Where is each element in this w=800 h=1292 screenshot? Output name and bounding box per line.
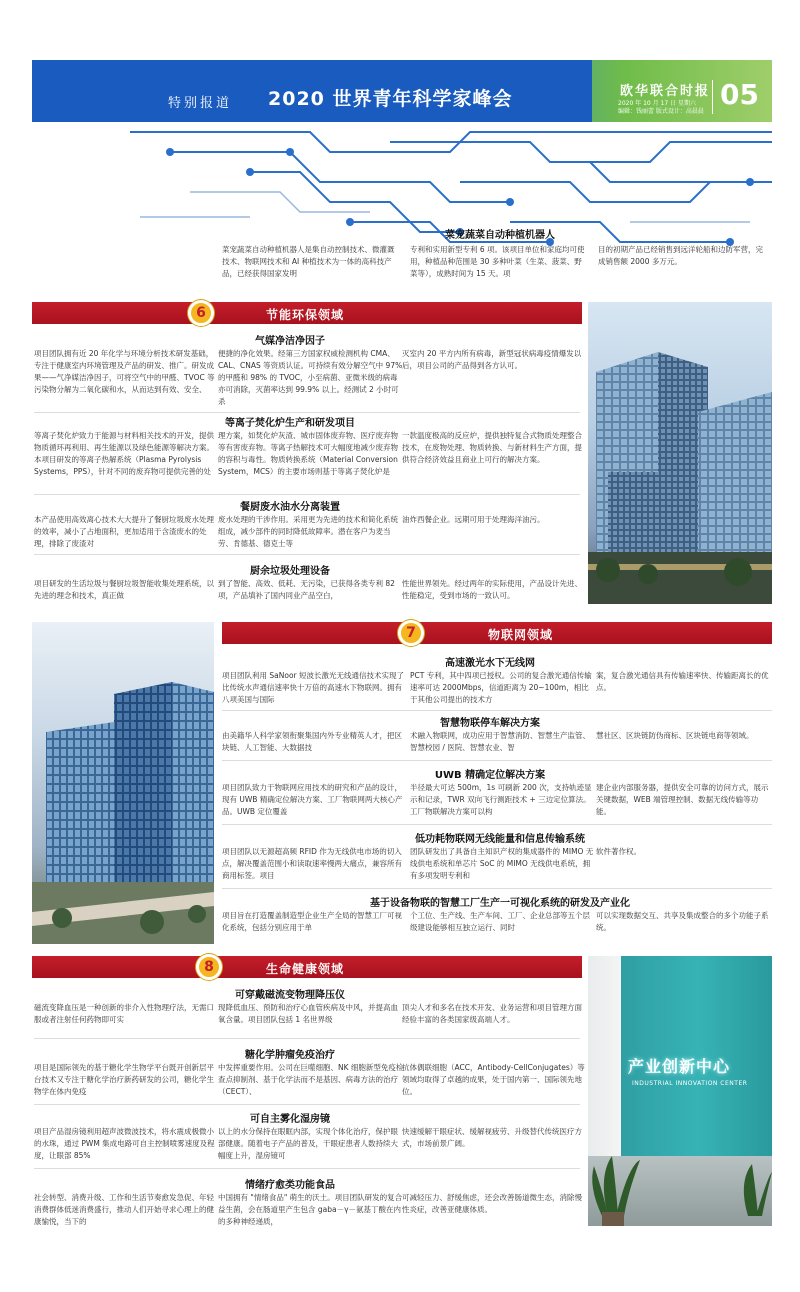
section-7-title: 物联网领域 — [488, 628, 554, 642]
item-col-2: 个工位、生产线、生产车间、工厂、企业总部等五个层级建设能够相互独立运行、同时 — [410, 911, 590, 932]
center-sign-en: INDUSTRIAL INNOVATION CENTER — [632, 1080, 748, 1087]
intro-col-1: 菜宠蔬菜自动种植机器人是集自动控制技术、微灌溉技术、物联网技术和 AI 种植技术为一体的高科技产品，已经获得国家发明 — [222, 245, 395, 278]
item-col-1: 由美籍华人科学家领衔聚集国内外专业精英人才，把区块链、人工智能、大数据技 — [222, 731, 402, 752]
header-separator — [712, 80, 713, 114]
intro-title: 菜宠蔬菜自动种植机器人 — [445, 230, 555, 241]
divider — [34, 1104, 580, 1105]
section-7-badge: 7 — [398, 620, 424, 646]
item-col-2: 中国拥有 "情绪食品" 萌生的沃土。项目团队研发的复合益生菌，会在肠道里产生包含 gaba－γ－氨基丁酸在内的多种神经递质， — [218, 1193, 403, 1226]
issue-date: 2020 年 10 月 17 日 星期六 — [618, 100, 696, 107]
section-label: 特别报道 — [168, 96, 233, 111]
divider — [34, 1168, 580, 1169]
item-col-3: 灭室内 20 平方内所有病毒，新型冠状病毒疫情爆发以后，项目公司的产品得到各方认可。 — [402, 349, 582, 370]
divider — [222, 760, 772, 761]
item-col-1: 社会转型、消费升级、工作和生活节奏愈发急促、年轻消费群体低迷消费盛行，推动人们开始寻求心理上的健康愉悦，当下的 — [34, 1193, 214, 1226]
item-col-1: 项目团队利用 SaNoor 短波长激光无线通信技术实现了比传统水声通信速率快十万倍的高速水下物联网。拥有八项美国与国际 — [222, 671, 404, 704]
item-col-3: 顶尖人才和多名在技术开发、业务运营和项目管理方面经验丰富的各类国家级高端人才。 — [402, 1003, 582, 1024]
item-col-1: 等离子焚化炉致力于能源与材料相关技术的开发，提供物质循环再利用、再生能源以及绿色能源等解决方案。本项目研发的等离子热解系统（Plasma Pyrolysis Systems，PPS），针对不同的废弃物可提供完善的处 — [34, 431, 214, 476]
item-col-1: 项目旨在打造覆盖制造型企业生产全局的智慧工厂可视化系统，包括分别应用于单 — [222, 911, 402, 932]
page-title: 2020 世界青年科学家峰会 — [268, 88, 513, 110]
item-col-3: 可减轻压力、舒缓焦虑，还会改善肠道微生态，消除慢性炎症，改善亚健康体质。 — [402, 1193, 582, 1214]
item-col-3: 性能世界领先。经过两年的实际使用，产品设计先进、性能稳定，受到市场的一致认可。 — [402, 579, 582, 600]
section-8-title: 生命健康领域 — [266, 962, 345, 976]
item-title: 高速激光水下无线网 — [445, 658, 535, 669]
item-col-3: 建企业内部服务器，提供安全可靠的访问方式，展示关键数据，WEB 端管理控制、数据无线传输等功能。 — [596, 783, 769, 816]
divider — [222, 888, 772, 889]
item-title: UWB 精确定位解决方案 — [434, 770, 546, 781]
item-col-3: 油炸西餐企业。远期可用于处理海洋油污。 — [402, 515, 545, 524]
item-col-1: 项目是国际领先的基于糖化学生物学平台既开创新层平台技术又专注于糖化学治疗新药研发的公司，糖化学生物学在体内免疫 — [34, 1063, 214, 1096]
item-col-3: 软件著作权。 — [596, 847, 641, 856]
item-col-3: 案，复合激光通信具有传输速率快、传输距离长的优点。 — [596, 671, 769, 692]
item-col-2: 半径最大可达 500m，1s 可刷新 200 次，支持轨迹显示和记录，TWR 双向飞行测距技术 + 三边定位算法。工厂物联解决方案可以构 — [410, 783, 592, 816]
intro-col-2: 专利和实用新型专利 6 项。该项目单位和家庭均可使用，种植品种范围是 30 多种叶菜（生菜、菠菜、野菜等），成熟时间为 15 天。项 — [410, 245, 585, 278]
item-title: 气媒净洁净因子 — [255, 336, 325, 347]
item-col-3: 一款温度极高的反应炉，提供独特复合式物质处理整合技术，在废物处理、物质转换、与新材料生产方面，提供符合经济效益且商业上可行的解决方案。 — [402, 431, 582, 464]
item-title: 智慧物联停车解决方案 — [440, 718, 540, 729]
item-col-2: 现降低血压、预防和治疗心血管疾病及中风，并提高血氧含量。项目团队包括 1 名世界级 — [218, 1003, 398, 1024]
section-6-badge: 6 — [188, 300, 214, 326]
item-title: 厨余垃圾处理设备 — [250, 566, 330, 577]
item-col-1: 磁流变降血压是一种创新的非介入性物理疗法，无需口服或者注射任何药物即可实 — [34, 1003, 214, 1024]
item-col-1: 项目产品湿房镜利用超声波微波技术，将水震成极微小的水珠，通过 PWM 集成电路可自主控制喷雾速度及程度，让眼部 85% — [34, 1127, 215, 1160]
divider — [34, 554, 580, 555]
item-col-1: 项目团队拥有近 20 年化学与环境分析技术研发基础，专注于健康室内环境管理及产品的研发、推广。研发成果——气净媒洁净因子，可将空气中的甲醛、TVOC 等污染物分解为二氧化碳和水，从而达到有效、安全、 — [34, 349, 215, 394]
newspaper-name: 欧华联合时报 — [620, 84, 711, 99]
item-col-1: 项目研发的生活垃圾与餐厨垃圾智能收集处理系统，以先进的理念和技术，真正做 — [34, 579, 214, 600]
divider — [222, 710, 772, 711]
innovation-center-photo — [588, 956, 772, 1226]
item-col-1: 项目团队以无源超高频 RFID 作为无线供电市场的切入点，解决覆盖范围小和读取速率慢两大痛点，兼容所有商用标签。项目 — [222, 847, 402, 880]
glass-tower-photo — [32, 622, 214, 944]
item-col-2: 便捷的净化效果。经第三方国家权威检测机构 CMA、CAL、CNAS 等资质认证。可持续有效分解空气中 97% 的甲醛和 98% 的 TVOC，小至病菌、亚微米级的病毒亦可消除，灭菌率达到 99.9% 以上。经测试 2 小时可杀 — [218, 349, 403, 406]
center-sign-cn: 产业创新中心 — [628, 1057, 731, 1076]
item-col-3: 慧社区、区块链防伪商标、区块链电商等领域。 — [596, 731, 754, 740]
editor-credit: 编辑：钱丽蕾 版式设计：高晨晨 — [618, 108, 704, 115]
item-col-2: 以上的水分保持在眼眶内部，实现个体化治疗，保护眼部健康。随着电子产品的普及，干眼症患者人数持续大幅度上升，湿房镜可 — [218, 1127, 398, 1160]
item-title: 低功耗物联网无线能量和信息传输系统 — [415, 834, 585, 845]
item-title: 可自主雾化湿房镜 — [250, 1114, 330, 1125]
item-col-2: 理方案，如焚化炉灰渣、城市固体废弃物、医疗废弃物等有害废弃物。等离子热解技术可大幅度地减少废弃物的容积与毒性。物质转换系统（Material Conversion System，MCS）的主要市场则基于等离子焚化炉是 — [218, 431, 398, 476]
item-col-2: 到了智能、高效、低耗、无污染，已获得各类专利 82 项，产品填补了国内同业产品空白， — [218, 579, 395, 600]
divider — [222, 824, 772, 825]
plants — [588, 1126, 772, 1226]
item-col-3: 快速缓解干眼症状、缓解视疲劳、升级替代传统医疗方式，市场前景广阔。 — [402, 1127, 582, 1148]
page-number: 05 — [720, 78, 759, 111]
office-building-photo — [588, 302, 772, 604]
item-col-1: 本产品使用高效离心技术大大提升了餐厨垃圾废水处理的效率，减小了占地面积，更加适用于含渣废水的处理，排除了废渣对 — [34, 515, 214, 548]
section-6-title: 节能环保领域 — [266, 308, 345, 322]
intro-col-3: 目的初期产品已经销售到远洋轮船和边防军营，完成销售额 2000 多万元。 — [598, 245, 763, 266]
item-title: 情绪疗愈类功能食品 — [245, 1180, 335, 1191]
item-col-2: PCT 专利，其中四项已授权。公司的复合激光通信传输速率可达 2000Mbps，信道距离为 20~100m，相比于其他公司提出的技术方 — [410, 671, 592, 704]
item-title: 餐厨废水油水分离装置 — [240, 502, 340, 513]
divider — [34, 1038, 580, 1039]
item-col-1: 项目团队致力于物联网应用技术的研究和产品的设计，现有 UWB 精确定位解决方案、工厂物联网两大核心产品。UWB 定位覆盖 — [222, 783, 403, 816]
divider — [34, 412, 580, 413]
item-col-2: 中发挥重要作用。公司在巨噬细胞、NK 细胞新型免疫检查点抑制剂、基于化学法而不是基因、病毒方法的治疗（CECT）、 — [218, 1063, 404, 1096]
item-title: 糖化学肿瘤免疫治疗 — [245, 1050, 335, 1061]
item-title: 可穿戴磁流变物理降压仪 — [235, 990, 345, 1001]
item-title: 基于设备物联的智慧工厂生产一可视化系统的研发及产业化 — [370, 898, 630, 909]
item-col-2: 术融入物联网，成功应用于智慧消防、智慧生产监管、智慧校园 / 医院、智慧农业、智 — [410, 731, 590, 752]
section-8-badge: 8 — [196, 954, 222, 980]
divider — [34, 494, 580, 495]
item-col-3: 可以实现数据交互、共享及集成整合的多个功能子系统。 — [596, 911, 769, 932]
item-col-2: 团队研发出了具备自主知识产权的集成器件的 MIMO 无线供电系统和单芯片 SoC 的 MIMO 无线供电系统，拥有多项发明专利和 — [410, 847, 594, 880]
item-title: 等离子焚化炉生产和研发项目 — [225, 418, 355, 429]
item-col-2: 废水处理的干涉作用。采用更为先进的技术和简化系统组成，减少部件的同时降低故障率。潜在客户为麦当劳、肯德基、德克士等 — [218, 515, 398, 548]
item-col-3: 抗体偶联细胞（ACC，Antibody-CellConjugates）等领域均取得了卓越的成果，处于国内第一、国际领先地位。 — [402, 1063, 585, 1096]
